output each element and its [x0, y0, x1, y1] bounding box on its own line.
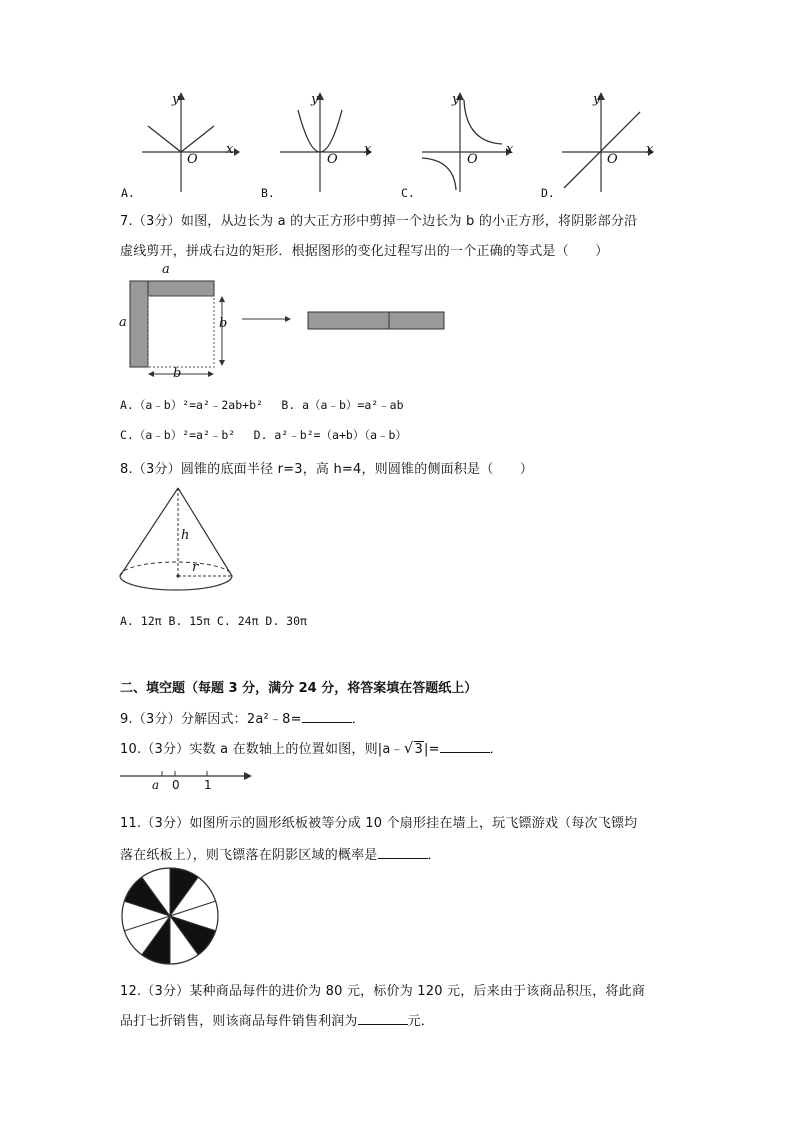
- q11-suffix: ．: [427, 848, 441, 863]
- q12-answer-blank[interactable]: [358, 1012, 408, 1025]
- graph-a-y-label: y: [172, 92, 180, 107]
- q10-axis-label-a: a: [152, 778, 160, 792]
- q10-axis-label-1: 1: [204, 778, 212, 792]
- option-c-label: C.: [401, 186, 415, 200]
- q12-text-line2: [120, 1010, 434, 1029]
- q11-answer-blank[interactable]: [378, 846, 428, 859]
- graph-d: [560, 92, 660, 192]
- graph-d-x-label: x: [646, 142, 654, 157]
- graph-c-origin: O: [467, 152, 478, 167]
- q7-text-line1: 7.（3分）如图，从边长为 a 的大正方形中剪掉一个边长为 b 的小正方形，将阴影部分沿: [120, 214, 638, 229]
- graph-c: [420, 92, 520, 192]
- q10-text: [120, 738, 503, 757]
- graph-a: [140, 92, 240, 192]
- sqrt-icon: √: [403, 739, 414, 757]
- q9-prefix: 9.（3分）分解因式：2a²﹣8=: [120, 712, 302, 727]
- q9-answer-blank[interactable]: [302, 710, 352, 723]
- q7-options-line2: C.（a﹣b）²=a²﹣b² D. a²﹣b²=（a+b）（a﹣b）: [120, 428, 407, 442]
- graph-b-x-label: x: [364, 142, 372, 157]
- q7-label-a-left: a: [119, 315, 127, 330]
- q7-square-figure: [118, 262, 458, 382]
- q10-number-line: [120, 768, 260, 784]
- q11-text-line2: [120, 844, 441, 863]
- q12-prefix: 品打七折销售，则该商品每件销售利润为: [120, 1014, 358, 1029]
- q9-text: [120, 708, 365, 727]
- graph-c-x-label: x: [506, 142, 514, 157]
- option-a-label: A.: [121, 186, 135, 200]
- graph-b: [278, 92, 378, 192]
- graph-a-x-label: x: [226, 142, 234, 157]
- q10-answer-blank[interactable]: [440, 740, 490, 753]
- q8-label-r: r: [192, 560, 199, 575]
- q10-suffix: ．: [489, 742, 503, 757]
- q7-label-b-right: b: [219, 316, 228, 331]
- graph-a-origin: O: [187, 152, 198, 167]
- q11-text-line1: 11.（3分）如图所示的圆形纸板被等分成 10 个扇形挂在墙上，玩飞镖游戏（每次飞镖均: [120, 816, 638, 831]
- q10-mid: |=: [423, 742, 440, 757]
- q7-options-line1: A.（a﹣b）²=a²﹣2ab+b² B. a（a﹣b）=a²﹣ab: [120, 398, 404, 412]
- q10-axis-label-0: 0: [172, 778, 180, 792]
- graph-d-origin: O: [607, 152, 618, 167]
- section2-title: 二、填空题（每题 3 分，满分 24 分，将答案填在答题纸上）: [120, 681, 478, 696]
- graph-b-origin: O: [327, 152, 338, 167]
- q9-suffix: ．: [351, 712, 365, 727]
- q7-text-line2: 虚线剪开，拼成右边的矩形．根据图形的变化过程写出的一个正确的等式是（ ）: [120, 244, 609, 259]
- option-d-label: D.: [541, 186, 555, 200]
- option-b-label: B.: [261, 186, 275, 200]
- q12-suffix: 元．: [407, 1014, 435, 1029]
- q8-options: A. 12π B. 15π C. 24π D. 30π: [120, 614, 307, 628]
- q8-text: 8.（3分）圆锥的底面半径 r=3，高 h=4，则圆锥的侧面积是（ ）: [120, 462, 534, 477]
- q7-label-b-bottom: b: [173, 366, 182, 381]
- q8-label-h: h: [181, 528, 190, 543]
- q11-prefix: 落在纸板上），则飞镖落在阴影区域的概率是: [120, 848, 378, 863]
- graph-b-y-label: y: [311, 92, 319, 107]
- q10-prefix: 10.（3分）实数 a 在数轴上的位置如图，则|a﹣: [120, 742, 404, 757]
- q10-sqrt-num: 3: [414, 742, 423, 757]
- q11-dartboard: [120, 866, 220, 966]
- graph-d-y-label: y: [593, 92, 601, 107]
- graph-c-y-label: y: [452, 92, 460, 107]
- q12-text-line1: 12.（3分）某种商品每件的进价为 80 元，标价为 120 元，后来由于该商品积压，将此商: [120, 984, 646, 999]
- q7-label-a-top: a: [162, 262, 170, 277]
